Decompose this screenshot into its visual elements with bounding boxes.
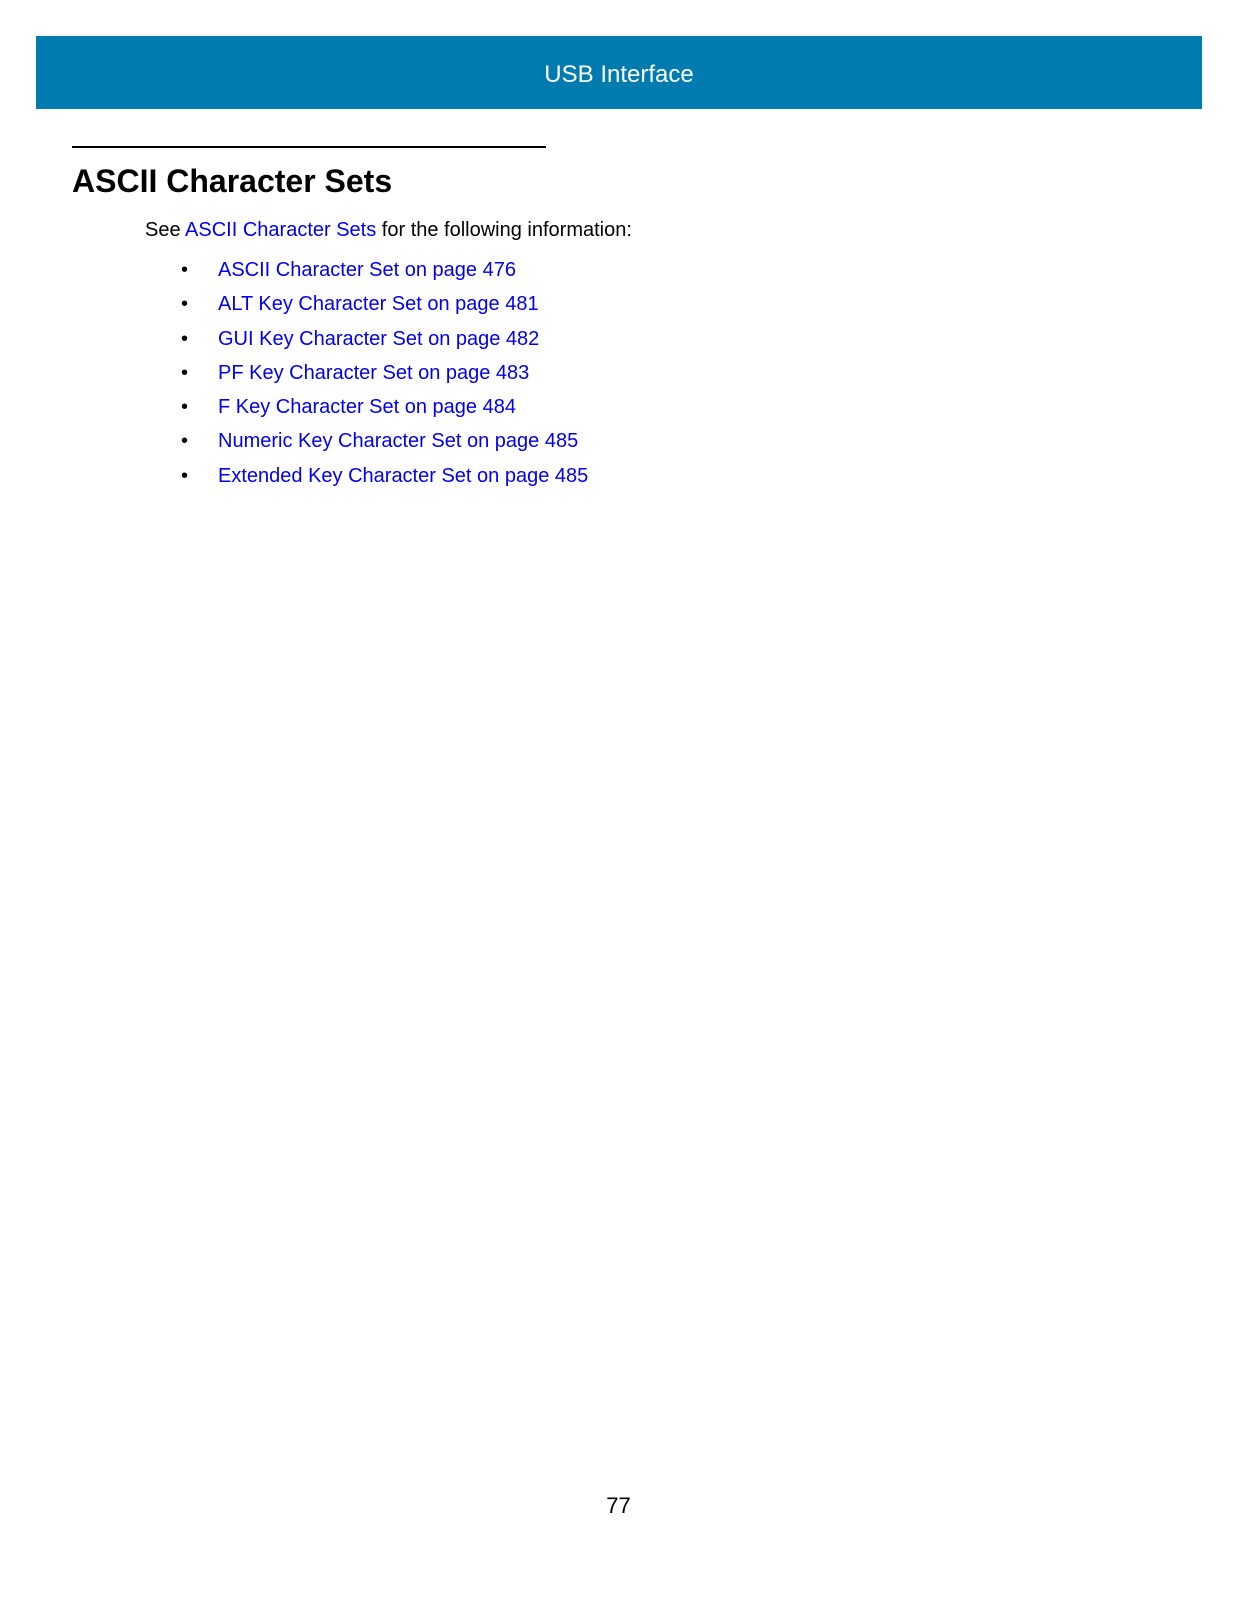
f-key-character-set-link[interactable]: F Key Character Set on page 484 xyxy=(218,396,516,419)
bullet-icon: • xyxy=(181,259,189,281)
pf-key-character-set-link[interactable]: PF Key Character Set on page 483 xyxy=(218,361,530,384)
page-number: 77 xyxy=(606,1493,631,1518)
bullet-icon: • xyxy=(181,327,189,350)
list-item xyxy=(181,428,588,462)
numeric-key-character-set-link[interactable]: Numeric Key Character Set on page 485 xyxy=(218,430,579,453)
list-item xyxy=(181,291,588,325)
bullet-icon: • xyxy=(181,361,189,384)
list-item xyxy=(181,394,588,428)
list-item xyxy=(181,326,588,360)
bullet-icon: • xyxy=(181,430,189,453)
heading-rule xyxy=(72,146,546,148)
list-item xyxy=(181,257,588,291)
list-item xyxy=(181,360,588,394)
alt-key-character-set-link[interactable]: ALT Key Character Set on page 481 xyxy=(218,293,539,316)
intro-paragraph xyxy=(145,217,632,243)
bullet-icon: • xyxy=(181,293,189,316)
intro-prefix: See xyxy=(145,219,186,241)
list-item xyxy=(181,463,588,497)
ascii-character-sets-link[interactable]: ASCII Character Sets xyxy=(185,219,377,241)
header-title: USB Interface xyxy=(544,60,694,88)
header-bar xyxy=(36,36,1202,109)
bullet-icon: • xyxy=(181,464,189,487)
intro-suffix: for the following information: xyxy=(376,219,632,241)
gui-key-character-set-link[interactable]: GUI Key Character Set on page 482 xyxy=(218,327,540,350)
bullet-icon: • xyxy=(181,396,189,419)
extended-key-character-set-link[interactable]: Extended Key Character Set on page 485 xyxy=(218,464,589,487)
ascii-character-set-link[interactable]: ASCII Character Set on page 476 xyxy=(218,259,516,281)
topic-list xyxy=(181,257,588,497)
page-title: ASCII Character Sets xyxy=(72,163,393,199)
